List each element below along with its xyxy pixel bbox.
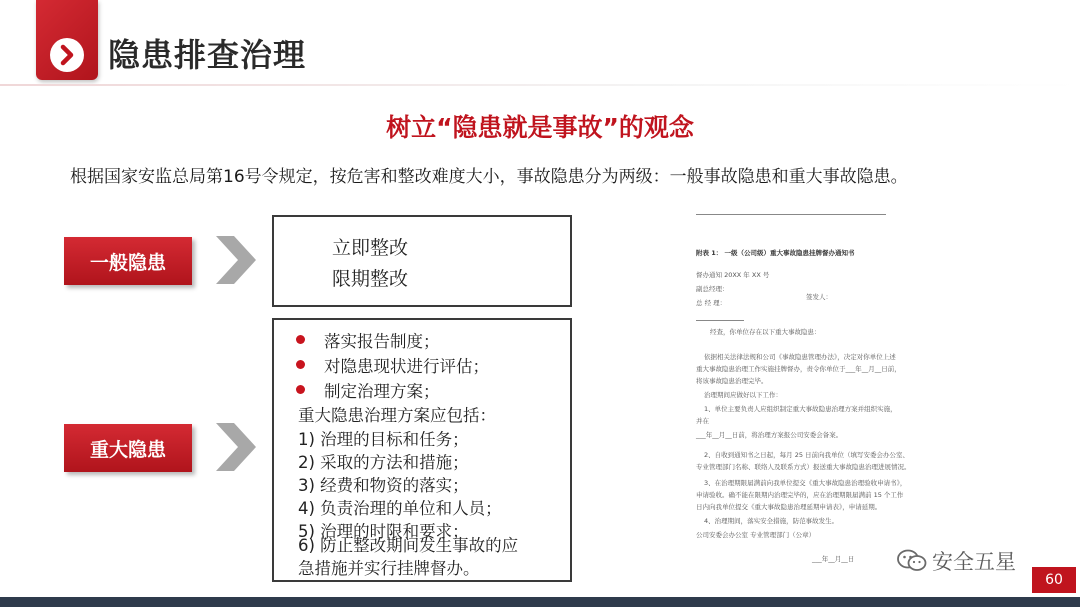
document-line: 公司安委会办公室 专业管理部门（公章） <box>696 531 816 539</box>
plan-item: 3) 经费和物资的落实； <box>298 476 469 495</box>
plan-item: 5) 治理的时限和要求； <box>298 522 469 541</box>
document-line: ___年__月__日 <box>812 555 855 563</box>
document-line: 副总经理： <box>696 285 729 293</box>
document-line: 督办通知 20XX 年 XX 号 <box>696 271 770 279</box>
chevron-arrow-icon <box>214 234 258 286</box>
document-line: 4、治理期间，落实安全措施，防范事故发生。 <box>704 517 839 525</box>
document-line: 1、单位主要负责人应组织制定重大事故隐患治理方案并组织实施， <box>704 405 897 413</box>
document-line: 签发人： <box>806 293 832 301</box>
document-line: 将该事故隐患治理完毕。 <box>696 377 768 385</box>
chevron-right-icon <box>50 38 84 72</box>
document-line: 并在 <box>696 417 709 425</box>
document-line: 日内向我单位提交《重大事故隐患治理延期申请表》，申请延期。 <box>696 503 882 511</box>
supervision-notice-document <box>682 212 911 572</box>
document-rule <box>696 320 744 321</box>
plan-item: 6) 防止整改期间发生事故的应 <box>298 536 519 555</box>
major-bullet: 落实报告制度； <box>324 332 440 351</box>
general-hazard-label: 一般隐患 <box>64 237 192 285</box>
wechat-account-name: 安全五星 <box>932 550 1016 574</box>
plan-item: 4) 负责治理的单位和人员； <box>298 499 502 518</box>
document-line: 总 经 理： <box>696 299 727 307</box>
general-action-deadline: 限期整改 <box>332 268 409 290</box>
page-number: 60 <box>1032 567 1076 593</box>
header-divider <box>0 84 1080 86</box>
document-line: 2、自收到通知书之日起，每月 25 日前向我单位（填写安委会办公室、 <box>704 451 910 459</box>
bullet-icon <box>296 335 305 344</box>
bullet-icon <box>296 385 305 394</box>
plan-item: 1) 治理的目标和任务； <box>298 430 469 449</box>
document-line: 专业管理部门名称、联络人及联系方式）报送重大事故隐患治理进展情况。 <box>696 463 911 471</box>
plan-item-continuation: 急措施并实行挂牌督办。 <box>298 559 480 578</box>
slide-subtitle: 树立“隐患就是事故”的观念 <box>386 113 694 142</box>
document-heading: 附表 1： 一级（公司级）重大事故隐患挂牌督办通知书 <box>696 249 855 257</box>
general-hazard-box <box>272 215 572 307</box>
document-line: 依据相关法律法规和公司《事故隐患管理办法》，决定对你单位上述 <box>704 353 896 361</box>
intro-text: 根据国家安监总局第16号令规定，按危害和整改难度大小，事故隐患分为两级：一般事故隐患和重大事故隐患。 <box>70 167 908 187</box>
major-hazard-box <box>272 318 572 582</box>
major-hazard-label: 重大隐患 <box>64 424 192 472</box>
chevron-arrow-icon <box>214 421 258 473</box>
document-rule <box>696 214 886 215</box>
document-line: 经查，你单位存在以下重大事故隐患： <box>710 328 821 336</box>
plan-item: 2) 采取的方法和措施； <box>298 453 469 472</box>
document-line: 重大事故隐患治理工作实施挂牌督办，责令你单位于___年__月__日前， <box>696 365 901 373</box>
bullet-icon <box>296 360 305 369</box>
wechat-icon <box>896 548 928 578</box>
document-line: 治理期间应做好以下工作： <box>704 391 782 399</box>
document-line: 3、在治理期限届满前向我单位提交《重大事故隐患治理验收申请书》， <box>704 479 907 487</box>
document-line: 申请验收。确不能在限期内治理完毕的，应在治理期限届满前 15 个工作 <box>696 491 904 499</box>
major-bullet: 对隐患现状进行评估； <box>324 357 489 376</box>
major-bullet: 制定治理方案； <box>324 382 440 401</box>
general-action-immediate: 立即整改 <box>332 237 409 259</box>
footer-bar <box>0 597 1080 607</box>
plan-title: 重大隐患治理方案应包括： <box>298 406 496 425</box>
page-title: 隐患排查治理 <box>108 36 307 74</box>
document-line: ___年__月__日前，将治理方案报公司安委会备案。 <box>696 431 843 439</box>
